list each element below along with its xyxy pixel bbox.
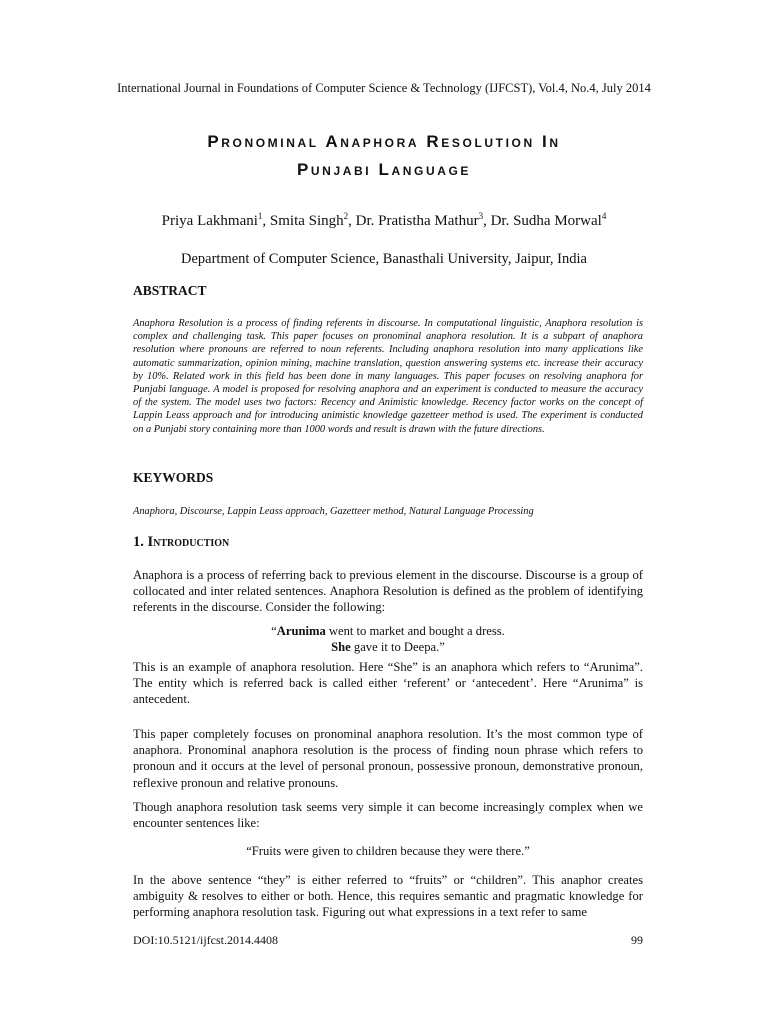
author-affil-mark: 3 xyxy=(478,211,484,221)
author-name: Priya Lakhmani xyxy=(161,213,258,229)
title-line-2: Punjabi Language xyxy=(296,160,472,179)
open-quote: “ xyxy=(271,624,277,638)
section-title: Introduction xyxy=(147,534,230,550)
intro-paragraph-4: Though anaphora resolution task seems very simple it can become increasingly complex when we encounter sentences like: xyxy=(133,800,643,831)
abstract-heading: ABSTRACT xyxy=(133,283,207,298)
author-affil-mark: 4 xyxy=(601,211,607,221)
journal-header: International Journal in Foundations of Computer Science & Technology (IJFCST), Vol.4, No.4, July 2014 xyxy=(117,81,651,95)
author-name: Smita Singh xyxy=(269,213,344,229)
intro-paragraph-3: This paper completely focuses on pronominal anaphora resolution. It’s the most common type of anaphora. Pronominal anaphora resolution is the process of finding noun phrase which refers to pronoun and it occurs at the level of personal pronoun, possessive pronoun, demonstrative pronoun, reflexive pronoun and relative pronouns. xyxy=(133,727,643,790)
intro-paragraph-1: Anaphora is a process of referring back to previous element in the discourse. Discourse is a group of collocated and inter related sentences. Anaphora Resolution is defined as the problem of identifying referents in the discourse. Consider the following: xyxy=(133,568,643,615)
page-number: 99 xyxy=(631,933,643,947)
footer-doi: DOI:10.5121/ijfcst.2014.4408 xyxy=(133,933,278,947)
author-name: Dr. Sudha Morwal xyxy=(490,213,602,229)
abstract-text: Anaphora Resolution is a process of finding referents in discourse. In computational linguistic, Anaphora resolution is complex and challenging task. This paper focuses on pronominal anaphora resolution. It is a subpart of anaphora resolution where pronouns are referred to noun referents. Including anaphora resolution into many applications like automatic summarization, opinion mining, machine translation, question answering systems etc. increase their accuracy by 10%. Related work in this field has been done in many languages. This paper focuses on resolving anaphora for Punjabi language. A model is proposed for resolving anaphora and an experiment is conducted to measure the accuracy of the system. The model uses two factors: Recency and Animistic knowledge. Recency factor works on the concept of Lappin Leass approach and for introducing animistic knowledge gazetteer method is used. The experiment is conducted on a Punjabi story containing more than 1000 words and result is drawn with the future directions. xyxy=(133,318,643,435)
section-number: 1. xyxy=(133,534,144,550)
intro-paragraph-2: This is an example of anaphora resolution. Here “She” is an anaphora which refers to “Arunima”. The entity which is referred back is called either ‘referent’ or ‘antecedent’. Here “Arunima” is antecedent. xyxy=(133,660,643,707)
paper-title xyxy=(0,128,768,184)
example-sentence-1 xyxy=(133,623,643,655)
author-list: Priya Lakhmani$^1$, Smita Singh$^2$, Dr. Pratistha Mathur$^3$, Dr. Sudha Morwal$^4$ xyxy=(161,211,607,229)
affiliation: Department of Computer Science, Banasthali University, Jaipur, India xyxy=(181,251,587,267)
author-name: Dr. Pratistha Mathur xyxy=(355,213,479,229)
example-line-1 xyxy=(133,623,643,639)
intro-paragraph-5: In the above sentence “they” is either referred to “fruits” or “children”. This anaphor creates ambiguity & resolves to either or both. Hence, this requires semantic and pragmatic knowledge for performing anaphora resolution task. Figuring out what expressions in a text refer to same xyxy=(133,873,643,920)
keywords-heading: KEYWORDS xyxy=(133,470,214,485)
example-text: gave it to Deepa.” xyxy=(350,640,445,654)
title-line-1: Pronominal Anaphora Resolution In xyxy=(207,132,561,151)
example-line-2 xyxy=(133,639,643,655)
example-sentence-2: “Fruits were given to children because they were there.” xyxy=(246,844,530,858)
keywords-text: Anaphora, Discourse, Lappin Leass approach, Gazetteer method, Natural Language Processing xyxy=(133,506,534,517)
anaphor-word: She xyxy=(331,640,351,654)
author-affil-mark: 2 xyxy=(343,211,349,221)
example-text: went to market and bought a dress. xyxy=(325,624,505,638)
author-affil-mark: 1 xyxy=(257,211,263,221)
antecedent-word: Arunima xyxy=(276,624,326,638)
introduction-heading xyxy=(133,534,229,551)
